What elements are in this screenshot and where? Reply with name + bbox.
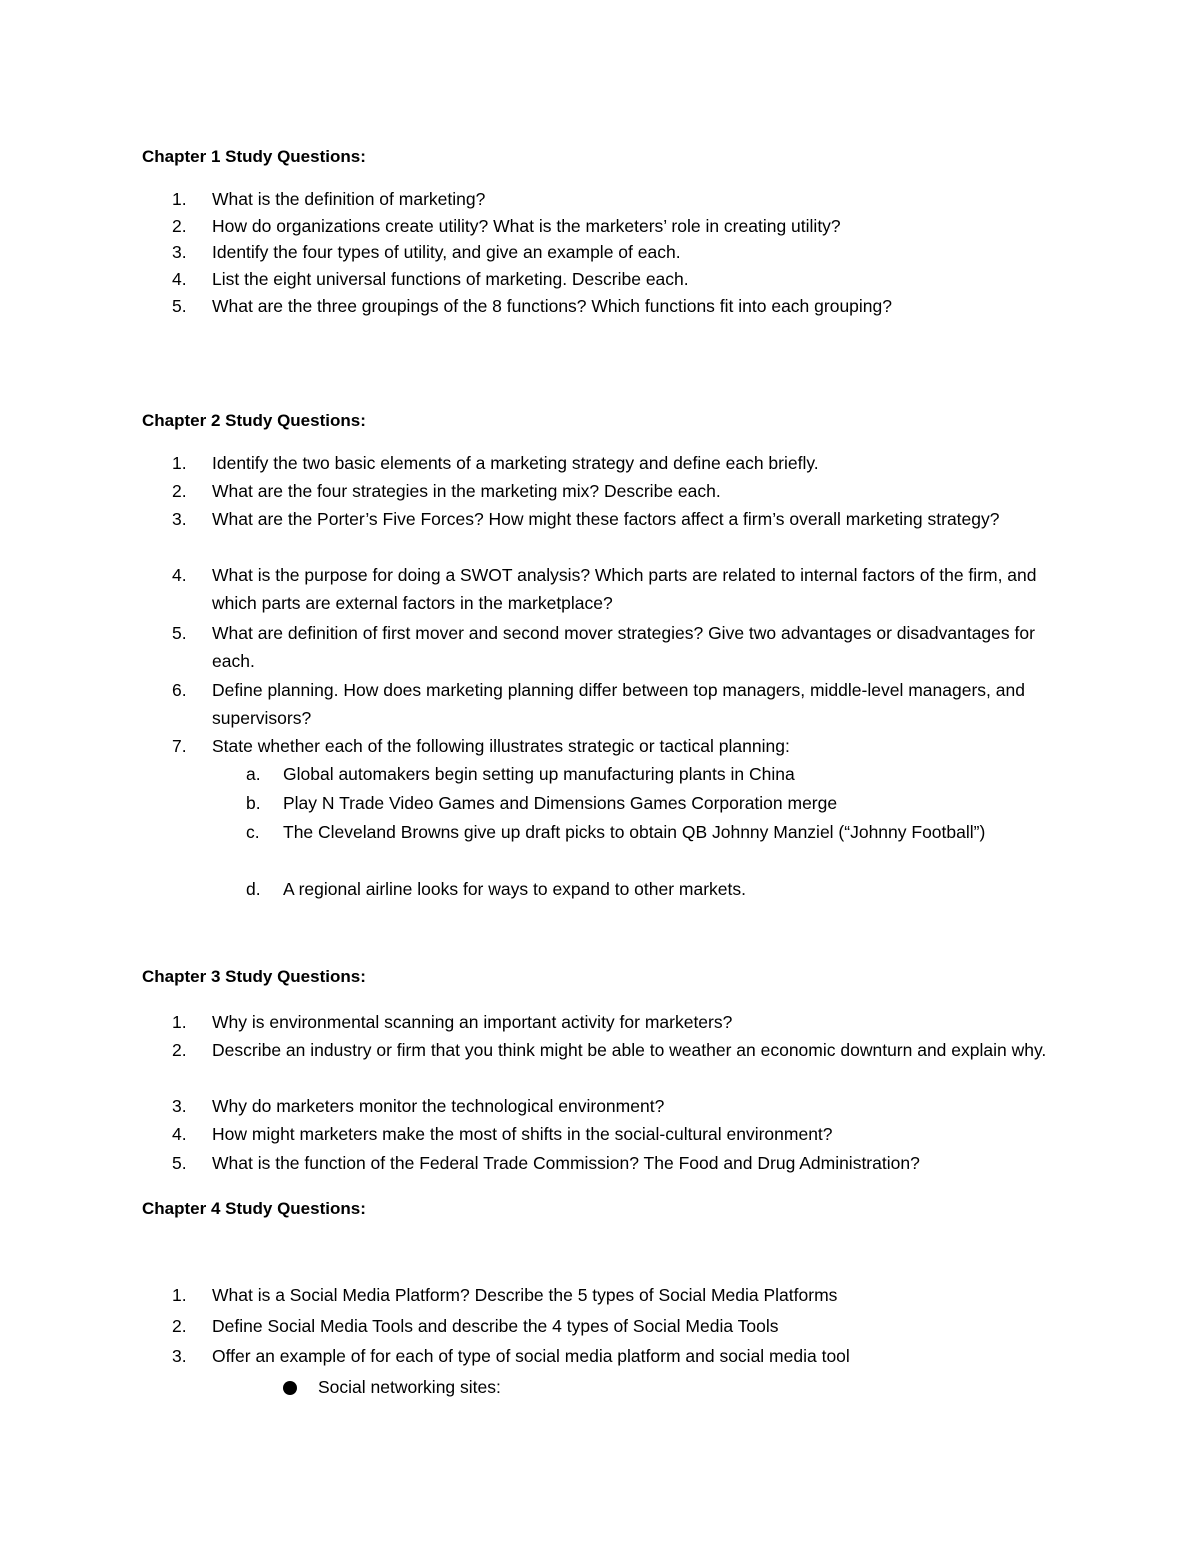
item-number: 4.: [172, 269, 187, 289]
item-text: What is the function of the Federal Trade Commission? The Food and Drug Administration?: [212, 1153, 920, 1173]
chapter-4-heading: Chapter 4 Study Questions:: [142, 1199, 366, 1218]
list-item: [142, 238, 1072, 266]
item-text: Why do marketers monitor the technological environment?: [212, 1096, 665, 1116]
item-number: 4.: [172, 565, 187, 585]
list-item: [142, 1312, 1072, 1340]
list-item: [142, 1092, 1072, 1120]
item-text: A regional airline looks for ways to expand to other markets.: [283, 879, 747, 899]
item-text: Describe an industry or firm that you think might be able to weather an economic downturn and explain why.: [212, 1040, 1047, 1060]
list-item: [142, 1008, 1072, 1036]
item-number: 2.: [172, 216, 187, 236]
item-number: 3.: [172, 1346, 187, 1366]
item-number: 4.: [172, 1124, 187, 1144]
sub-list-item: [142, 789, 1072, 817]
list-item: [142, 449, 1072, 477]
item-text: Identify the four types of utility, and give an example of each.: [212, 242, 681, 262]
sub-list-item: [142, 760, 1072, 788]
item-text: Play N Trade Video Games and Dimensions Games Corporation merge: [283, 793, 838, 813]
list-item: [142, 212, 1072, 240]
list-item: [142, 1149, 1072, 1177]
list-item: [142, 619, 1072, 675]
item-text: List the eight universal functions of marketing. Describe each.: [212, 269, 689, 289]
bullet-icon: [283, 1381, 297, 1395]
item-text: What is a Social Media Platform? Describe the 5 types of Social Media Platforms: [212, 1285, 838, 1305]
list-item: [142, 1342, 1072, 1370]
item-number: 3.: [172, 509, 187, 529]
item-text: What are the Porter’s Five Forces? How might these factors affect a firm’s overall marketing strategy?: [212, 509, 1000, 529]
list-item: [142, 185, 1072, 213]
item-number: 3.: [172, 1096, 187, 1116]
item-text: Global automakers begin setting up manufacturing plants in China: [283, 764, 795, 784]
item-text: What are definition of first mover and second mover strategies? Give two advantages or disadvantages for each.: [212, 623, 1035, 671]
list-item: [142, 561, 1072, 617]
item-number: 2.: [172, 481, 187, 501]
item-number: 2.: [172, 1040, 187, 1060]
list-item: [142, 1036, 1072, 1064]
item-letter: c.: [246, 822, 260, 842]
list-item: [142, 676, 1072, 732]
item-text: What are the three groupings of the 8 functions? Which functions fit into each grouping?: [212, 296, 892, 316]
item-text: Identify the two basic elements of a marketing strategy and define each briefly.: [212, 453, 819, 473]
item-text: What is the definition of marketing?: [212, 189, 486, 209]
item-text: How might marketers make the most of shifts in the social-cultural environment?: [212, 1124, 833, 1144]
item-letter: d.: [246, 879, 261, 899]
item-number: 1.: [172, 453, 187, 473]
list-item: [142, 732, 1072, 760]
item-text: The Cleveland Browns give up draft picks to obtain QB Johnny Manziel (“Johnny Football”): [283, 822, 986, 842]
item-text: Define Social Media Tools and describe the 4 types of Social Media Tools: [212, 1316, 779, 1336]
item-text: Why is environmental scanning an important activity for marketers?: [212, 1012, 733, 1032]
item-text: What is the purpose for doing a SWOT analysis? Which parts are related to internal factors of the firm, and which parts are external factors in the marketplace?: [212, 565, 1037, 613]
chapter-3-heading: Chapter 3 Study Questions:: [142, 967, 366, 986]
item-number: 3.: [172, 242, 187, 262]
sub-list-item: [142, 818, 1072, 846]
bullet-text: Social networking sites:: [318, 1377, 501, 1397]
item-number: 5.: [172, 623, 187, 643]
item-number: 5.: [172, 1153, 187, 1173]
sub-list-item: [142, 875, 1072, 903]
list-item: [142, 505, 1072, 533]
chapter-2-heading: Chapter 2 Study Questions:: [142, 411, 366, 430]
chapter-1-heading: Chapter 1 Study Questions:: [142, 147, 366, 166]
item-number: 1.: [172, 189, 187, 209]
item-text: State whether each of the following illustrates strategic or tactical planning:: [212, 736, 790, 756]
bullet-item: [283, 1373, 501, 1401]
list-item: [142, 1120, 1072, 1148]
item-number: 2.: [172, 1316, 187, 1336]
item-text: How do organizations create utility? What is the marketers’ role in creating utility?: [212, 216, 841, 236]
item-letter: a.: [246, 764, 261, 784]
list-item: [142, 292, 1072, 320]
item-text: Define planning. How does marketing planning differ between top managers, middle-level managers, and supervisors?: [212, 680, 1025, 728]
list-item: [142, 265, 1072, 293]
item-number: 7.: [172, 736, 187, 756]
list-item: [142, 1281, 1072, 1309]
item-number: 6.: [172, 680, 187, 700]
item-text: What are the four strategies in the marketing mix? Describe each.: [212, 481, 721, 501]
item-number: 5.: [172, 296, 187, 316]
item-number: 1.: [172, 1012, 187, 1032]
item-text: Offer an example of for each of type of social media platform and social media tool: [212, 1346, 850, 1366]
item-number: 1.: [172, 1285, 187, 1305]
list-item: [142, 477, 1072, 505]
item-letter: b.: [246, 793, 261, 813]
